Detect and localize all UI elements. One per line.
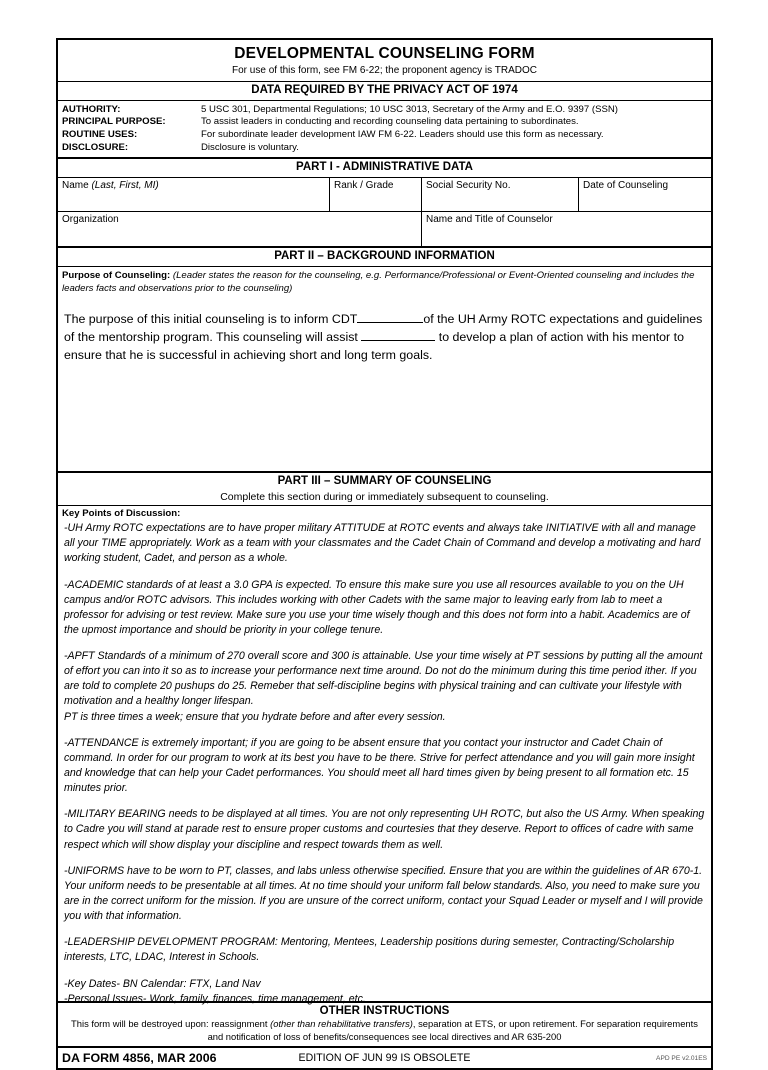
da-form-4856: [56, 38, 713, 1070]
discussion-paragraph-academic: -ACADEMIC standards of at least a 3.0 GPA is expected. To ensure this make sure you use all resources available to you on the UH campus and/or ROTC advisors. This includes working with other Cadets with the same major to leaving early from lab to meet a professor for advising or test review. Make sure you use your time wisely though and this does not form into a habit. Academics are of the upmost importance and should be priority in your college tenure.: [64, 578, 690, 636]
field-date-label: Date of Counseling: [583, 180, 669, 192]
footer-form-id: DA FORM 4856, MAR 2006: [62, 1051, 217, 1066]
discussion-paragraph-uniforms: -UNIFORMS have to be worn to PT, classes, and labs unless otherwise specified. Ensure that you are within the guidelines of AR 670-1. Your uniform needs to be presentable at all times. At no time should your uniform fall below standards. Also, you need to make sure you are in the correct uniform for the mission. If you are unsure of the correct uniform, contact your Squad Leader or myself and I will provide you with that information.: [64, 864, 703, 923]
field-organization[interactable]: [58, 212, 422, 246]
discussion-paragraph-pt-schedule: PT is three times a week; ensure that you hydrate before and after every session.: [64, 710, 446, 723]
field-counselor-label: Name and Title of Counselor: [426, 214, 553, 226]
part1-header: [58, 159, 711, 178]
other-instructions-header: OTHER INSTRUCTIONS: [319, 1005, 450, 1018]
privacy-label-disclosure: DISCLOSURE:: [62, 141, 129, 153]
privacy-row-authority: [58, 104, 711, 117]
form-footer: [58, 1048, 711, 1068]
part2-header-label: PART II – BACKGROUND INFORMATION: [274, 250, 495, 263]
privacy-act-header: [58, 82, 711, 101]
purpose-label-italic: (Leader states the reason for the counseling, e.g. Performance/Professional or Event-Oriented counseling and includes the leaders facts and observations prior to the counseling): [62, 269, 695, 294]
discussion-paragraph-attendance: -ATTENDANCE is extremely important; if you are going to be absent ensure that you contact your instructor and Cadet Chain of command. In order for our program to work at its best you have to be there. Strive for perfect attendance and you will gain more insight and knowledge that can help your Cadet performances. You should meet all hard times given by being present to all formation etc. 15 minutes prior.: [64, 736, 695, 795]
part1-header-label: PART I - ADMINISTRATIVE DATA: [296, 161, 473, 174]
discussion-paragraph-attitude: -UH Army ROTC expectations are to have proper military ATTITUDE at ROTC events and always take INITIATIVE with all and manage all your TIME appropriately. Work as a team with your classmates and the Cadet Chain of Command and develop a motivating and hard working student, Cadet, and person as a whole.: [64, 522, 701, 565]
discussion-paragraph-key-dates: -Key Dates- BN Calendar: FTX, Land Nav: [64, 977, 261, 990]
key-points-of-discussion-label: Key Points of Discussion:: [62, 508, 181, 520]
privacy-act-block: [58, 101, 711, 160]
other-instructions-section: [58, 1003, 711, 1048]
field-name-label-italic: (Last, First, MI): [91, 180, 159, 192]
other-instructions-text: [58, 1018, 711, 1046]
footer-apd-marking: APD PE v2.01ES: [656, 1055, 707, 1063]
key-points-of-discussion-field[interactable]: [58, 521, 711, 1005]
discussion-paragraph-personal-issues: -Personal Issues- Work, family, finances, time management, etc.: [64, 992, 366, 1005]
privacy-label-routine-uses: ROUTINE USES:: [62, 128, 138, 140]
part2-section: [58, 267, 711, 473]
privacy-value-authority: 5 USC 301, Departmental Regulations; 10 USC 3013, Secretary of the Army and E.O. 9397 (SSN): [201, 103, 619, 115]
privacy-label-authority: AUTHORITY:: [62, 103, 121, 115]
field-organization-label: Organization: [62, 214, 119, 226]
field-rank-grade-label: Rank / Grade: [334, 180, 394, 192]
purpose-of-counseling-text: [64, 296, 705, 365]
part1-row-2: [58, 212, 711, 246]
privacy-row-principal-purpose: [58, 116, 711, 129]
other-text-part-2: , separation at ETS, or upon retirement. For separation requirements and notification of loss of benefits/consequences see local directives and AR 635-200: [207, 1018, 698, 1042]
form-title-band: [58, 40, 711, 82]
part2-header: [58, 248, 711, 267]
field-social-security-no[interactable]: [422, 178, 579, 211]
discussion-paragraph-apft: -APFT Standards of a minimum of 270 overall score and 300 is attainable. Use your time wisely at PT sessions by putting all the amount of effort you can into it so as to increase your performance next time around. Do not do the minimum during this time period ither. If you are told to complete 20 pushups do 25. Remeber that self-discipline begins with physical training and can cultivate your lifestyle with motivation and a healthy longer lifespan.: [64, 650, 703, 708]
field-ssn-label: Social Security No.: [426, 180, 511, 192]
privacy-row-disclosure: [58, 142, 711, 155]
purpose-label-bold: Purpose of Counseling:: [62, 269, 171, 281]
part3-header: [58, 473, 711, 506]
privacy-value-routine-uses: For subordinate leader development IAW FM 6-22. Leaders should use this form as necessary.: [201, 128, 604, 140]
field-rank-grade[interactable]: [330, 178, 422, 211]
field-date-of-counseling[interactable]: [579, 178, 711, 211]
privacy-value-disclosure: Disclosure is voluntary.: [201, 141, 299, 153]
privacy-label-principal-purpose: PRINCIPAL PURPOSE:: [62, 116, 166, 128]
form-subtitle: For use of this form, see FM 6-22; the proponent agency is TRADOC: [232, 64, 537, 76]
discussion-paragraph-leadership-development: -LEADERSHIP DEVELOPMENT PROGRAM: Mentoring, Mentees, Leadership positions during semester, Contracting/Scholarship interests, LTC, LDAC, Interest in Schools.: [64, 936, 675, 964]
part3-subheader-label: Complete this section during or immediately subsequent to counseling.: [220, 490, 549, 503]
field-name[interactable]: [58, 178, 330, 211]
purpose-text-part-1: The purpose of this initial counseling is to inform CDT: [64, 311, 358, 326]
purpose-blank-2[interactable]: [361, 328, 435, 341]
page-title: DEVELOPMENTAL COUNSELING FORM: [234, 45, 535, 62]
privacy-row-routine-uses: [58, 129, 711, 142]
part3-section: [58, 506, 711, 1003]
purpose-of-counseling-label: [58, 267, 711, 296]
purpose-blank-1[interactable]: [357, 310, 423, 323]
field-name-label: Name: [62, 180, 89, 192]
field-counselor-name-title[interactable]: [422, 212, 711, 246]
other-text-italic: (other than rehabilitative transfers): [270, 1018, 413, 1030]
purpose-text-part-3: to develop a plan of action with his mentor to ensure that he is successful in achieving short and long term goals.: [64, 330, 684, 363]
discussion-paragraph-military-bearing: -MILITARY BEARING needs to be displayed at all times. You are not only representing UH ROTC, but also the US Army. When speaking to Cadre you will stand at parade rest to ensure proper customs and courtesies that they deserve. Report to offices of cadre with same respect which will show display your discipline and respect towards them as well.: [64, 808, 705, 851]
part1-table: [58, 178, 711, 248]
other-text-part-1: This form will be destroyed upon: reassignment: [71, 1018, 268, 1030]
privacy-value-principal-purpose: To assist leaders in conducting and recording counseling data pertaining to subordinates.: [201, 116, 579, 128]
footer-edition-note: EDITION OF JUN 99 IS OBSOLETE: [298, 1052, 471, 1065]
part1-row-1: [58, 178, 711, 212]
purpose-text-part-2: of the UH Army ROTC expectations and guidelines of the mentorship program. This counseling will assist: [64, 311, 703, 345]
privacy-act-header-label: DATA REQUIRED BY THE PRIVACY ACT OF 1974: [251, 83, 518, 96]
purpose-of-counseling-field[interactable]: [58, 296, 711, 471]
part3-header-label: PART III – SUMMARY OF COUNSELING: [277, 474, 492, 487]
